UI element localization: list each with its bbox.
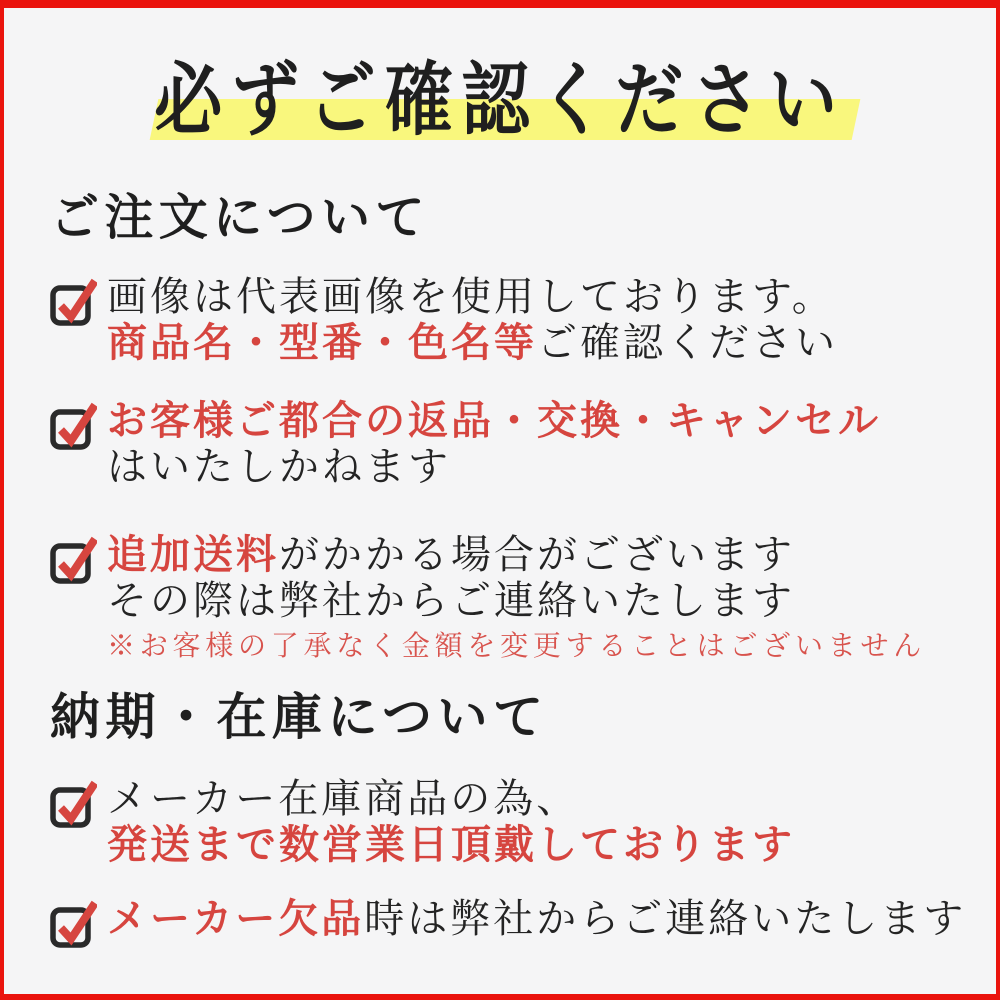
checklist-item-maker-stock bbox=[49, 776, 795, 868]
checkbox-checked-icon bbox=[49, 896, 97, 948]
section-heading-order: ご注文について bbox=[50, 190, 430, 245]
checkbox-checked-icon bbox=[49, 532, 97, 584]
item-text-segment: がかかる場合がございます bbox=[279, 532, 795, 577]
item-line bbox=[107, 532, 926, 578]
checkbox-checked-icon bbox=[49, 274, 97, 326]
checklist-item-returns bbox=[49, 398, 881, 490]
item-line bbox=[107, 398, 881, 444]
checklist-item-maker-shortage bbox=[49, 896, 966, 948]
checklist-item-extra-shipping bbox=[49, 532, 926, 670]
item-note-line bbox=[107, 624, 926, 670]
item-text bbox=[107, 398, 881, 490]
page-title: 必ずご確認ください bbox=[154, 55, 846, 145]
item-line bbox=[107, 578, 926, 624]
item-line bbox=[107, 444, 881, 490]
item-text-segment: メーカー在庫商品の為、 bbox=[107, 776, 580, 821]
item-text-segment-emphasis: 追加送料 bbox=[107, 532, 279, 577]
checkbox-checked-icon bbox=[49, 398, 97, 450]
item-line bbox=[107, 320, 838, 366]
item-text-segment-emphasis: メーカー欠品 bbox=[107, 896, 365, 941]
section-heading-stock: 納期・在庫について bbox=[50, 689, 549, 745]
item-text-segment: はいたしかねます bbox=[107, 444, 451, 489]
checklist-item-representative-image bbox=[49, 274, 838, 366]
item-text-segment: 画像は代表画像を使用しております。 bbox=[107, 274, 835, 319]
checkbox-checked-icon bbox=[49, 776, 97, 828]
item-note-segment: ※お客様の了承なく金額を変更することはございません bbox=[107, 631, 927, 662]
item-text-segment-emphasis: 発送まで数営業日頂戴しております bbox=[107, 822, 795, 867]
item-line bbox=[107, 896, 966, 942]
item-text bbox=[107, 776, 795, 868]
item-text bbox=[107, 896, 966, 942]
item-line bbox=[107, 822, 795, 868]
item-line bbox=[107, 776, 795, 822]
item-text bbox=[107, 532, 926, 670]
item-text-segment-emphasis: 商品名・型番・色名等 bbox=[107, 320, 537, 365]
item-line bbox=[107, 274, 838, 320]
item-text-segment-emphasis: お客様ご都合の返品・交換・キャンセル bbox=[107, 398, 881, 443]
item-text bbox=[107, 274, 838, 366]
item-text-segment: ご確認ください bbox=[537, 320, 838, 365]
item-text-segment: その際は弊社からご連絡いたします bbox=[107, 578, 795, 623]
item-text-segment: 時は弊社からご連絡いたします bbox=[364, 896, 967, 941]
